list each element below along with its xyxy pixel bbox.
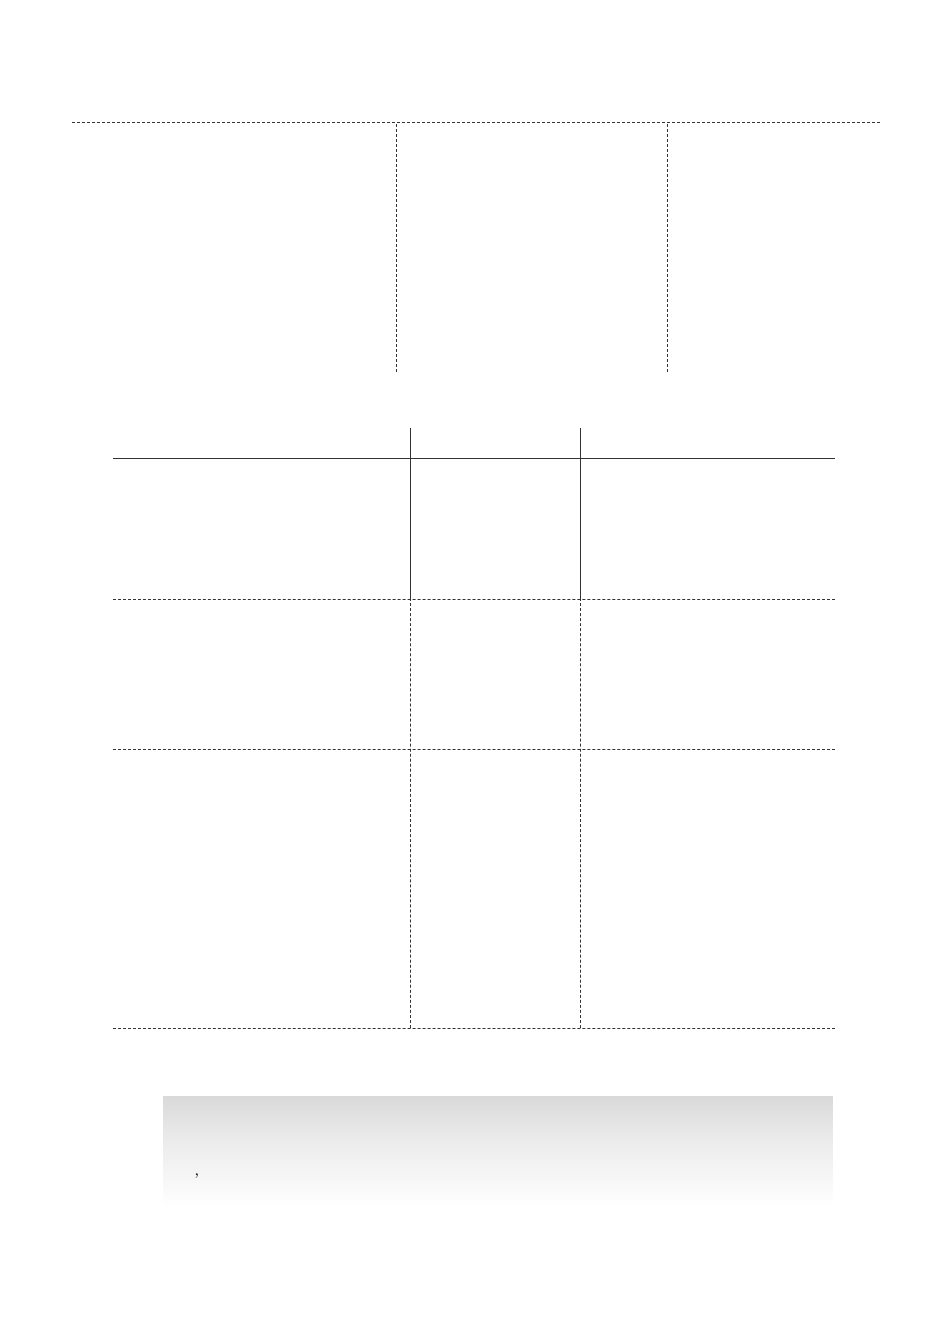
- col-divider-1-header: [410, 428, 411, 598]
- header-rule: [113, 458, 835, 459]
- section-banner: [163, 1096, 833, 1206]
- col-divider-1-body: [410, 598, 411, 1028]
- top-dashed-rule: [72, 122, 880, 123]
- top-table-divider: [667, 124, 668, 372]
- table-bottom-rule: [113, 1028, 835, 1029]
- top-table-left-border: [396, 124, 397, 372]
- vocab-item-calm: ，: [194, 1163, 209, 1179]
- col-divider-2-header: [580, 428, 581, 598]
- row-rule-1: [113, 599, 835, 600]
- row-rule-2: [113, 749, 835, 750]
- col-divider-2-body: [580, 598, 581, 1028]
